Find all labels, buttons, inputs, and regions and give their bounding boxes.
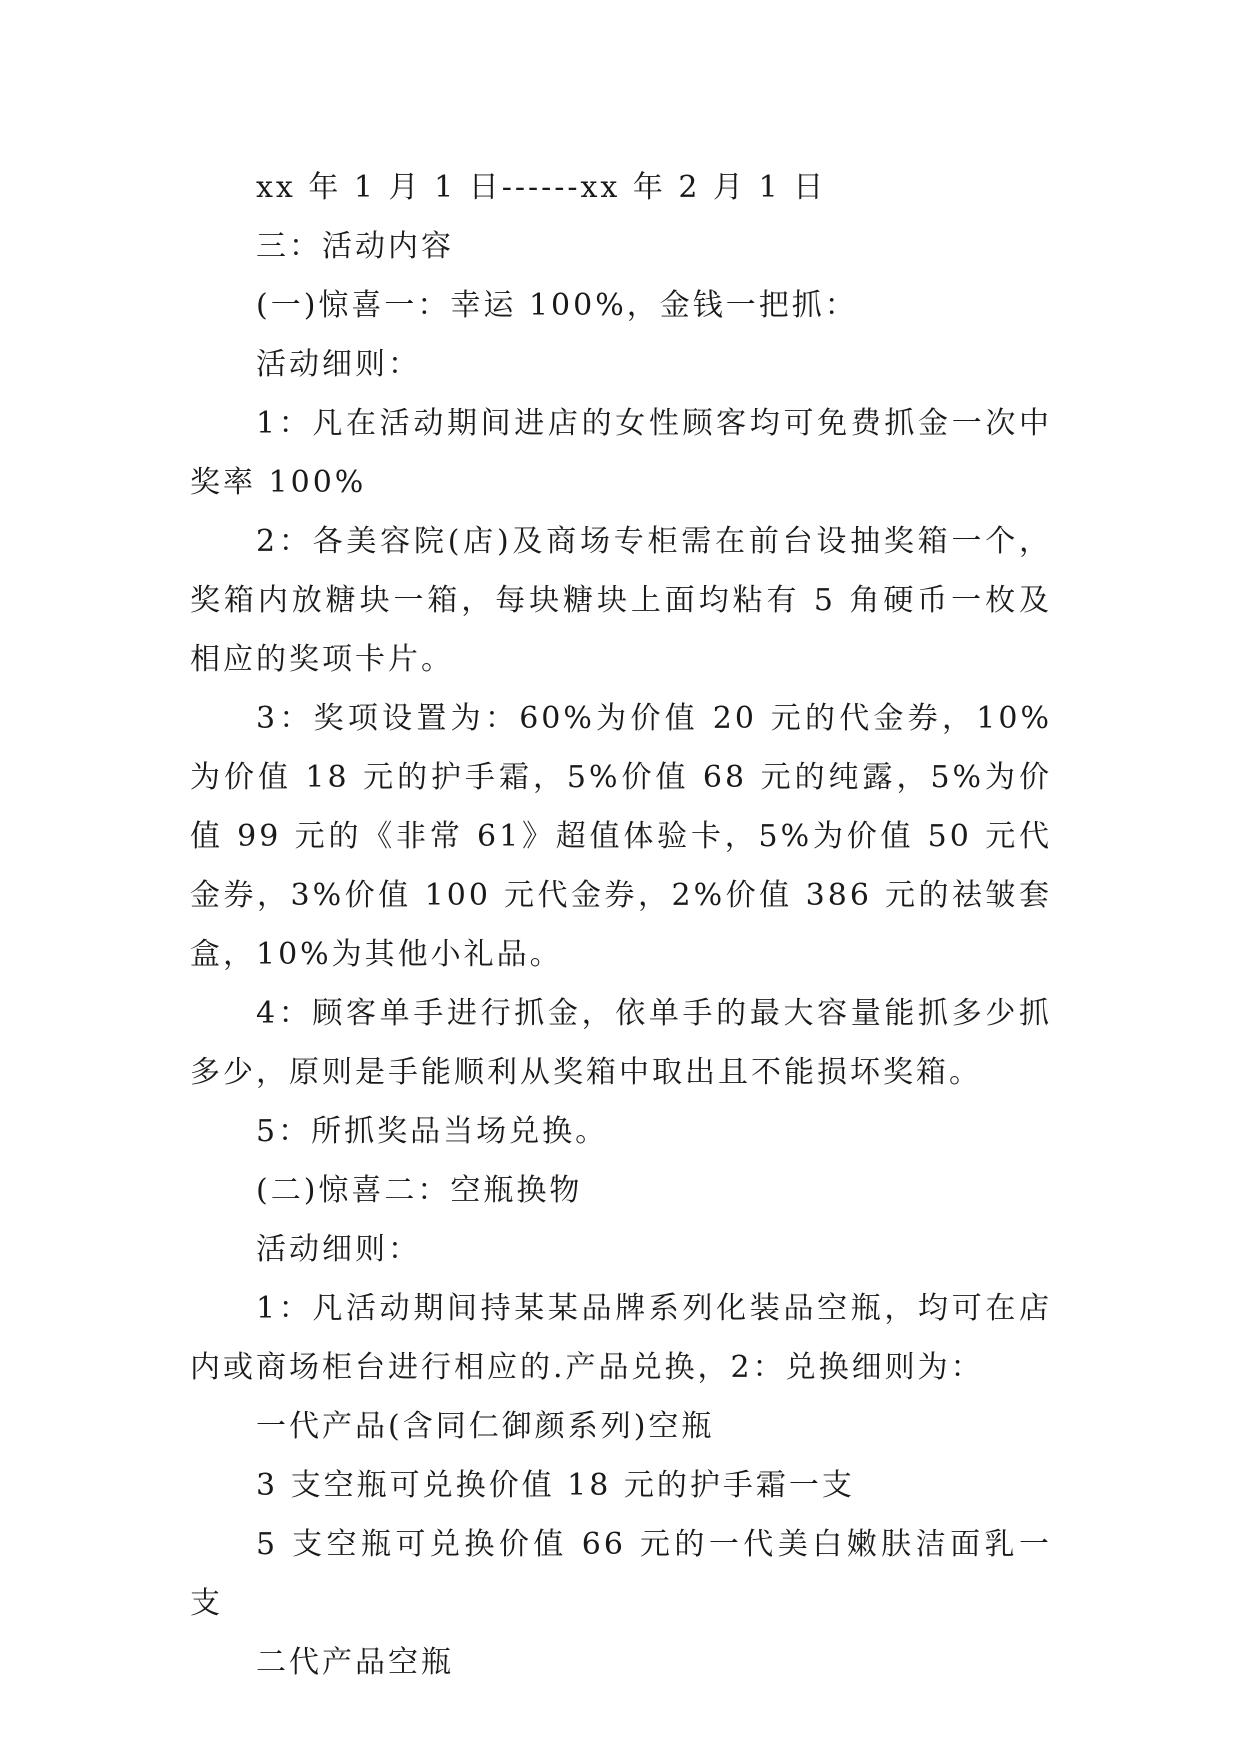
document-body	[190, 158, 1052, 1692]
rule-paragraph: 1：凡活动期间持某某品牌系列化装品空瓶，均可在店内或商场柜台进行相应的.产品兑换，2：兑换细则为：	[190, 1291, 1052, 1385]
date-range-line: xx 年 1 月 1 日------xx 年 2 月 1 日	[256, 170, 827, 205]
rule-paragraph: 1：凡在活动期间进店的女性顾客均可免费抓金一次中奖率 100%	[190, 406, 1052, 500]
surprise-two-heading: (二)惊喜二：空瓶换物	[256, 1173, 583, 1208]
product-line: 二代产品空瓶	[256, 1645, 454, 1680]
exchange-line: 3 支空瓶可兑换价值 18 元的护手霜一支	[256, 1468, 855, 1503]
rules-label: 活动细则：	[256, 1232, 421, 1267]
rule-paragraph: 4：顾客单手进行抓金，依单手的最大容量能抓多少抓多少，原则是手能顺利从奖箱中取出且不能损坏奖箱。	[190, 996, 1052, 1090]
rule-paragraph: 5：所抓奖品当场兑换。	[256, 1114, 609, 1149]
product-line: 一代产品(含同仁御颜系列)空瓶	[256, 1409, 715, 1444]
exchange-line: 5 支空瓶可兑换价值 66 元的一代美白嫩肤洁面乳一支	[190, 1527, 1052, 1621]
rule-paragraph: 3：奖项设置为：60%为价值 20 元的代金券，10%为价值 18 元的护手霜，5%价值 68 元的纯露，5%为价值 99 元的《非常 61》超值体验卡，5%为价值 50 元代金券，3%价值 100 元代金券，2%价值 386 元的祛皱套盒，10%为其他小礼品。	[190, 701, 1052, 972]
section-heading-activity-content: 三：活动内容	[256, 229, 454, 264]
rules-label: 活动细则：	[256, 347, 421, 382]
rule-paragraph: 2：各美容院(店)及商场专柜需在前台设抽奖箱一个，奖箱内放糖块一箱，每块糖块上面均粘有 5 角硬币一枚及相应的奖项卡片。	[190, 524, 1052, 677]
surprise-one-heading: (一)惊喜一：幸运 100%，金钱一把抓：	[256, 288, 858, 323]
